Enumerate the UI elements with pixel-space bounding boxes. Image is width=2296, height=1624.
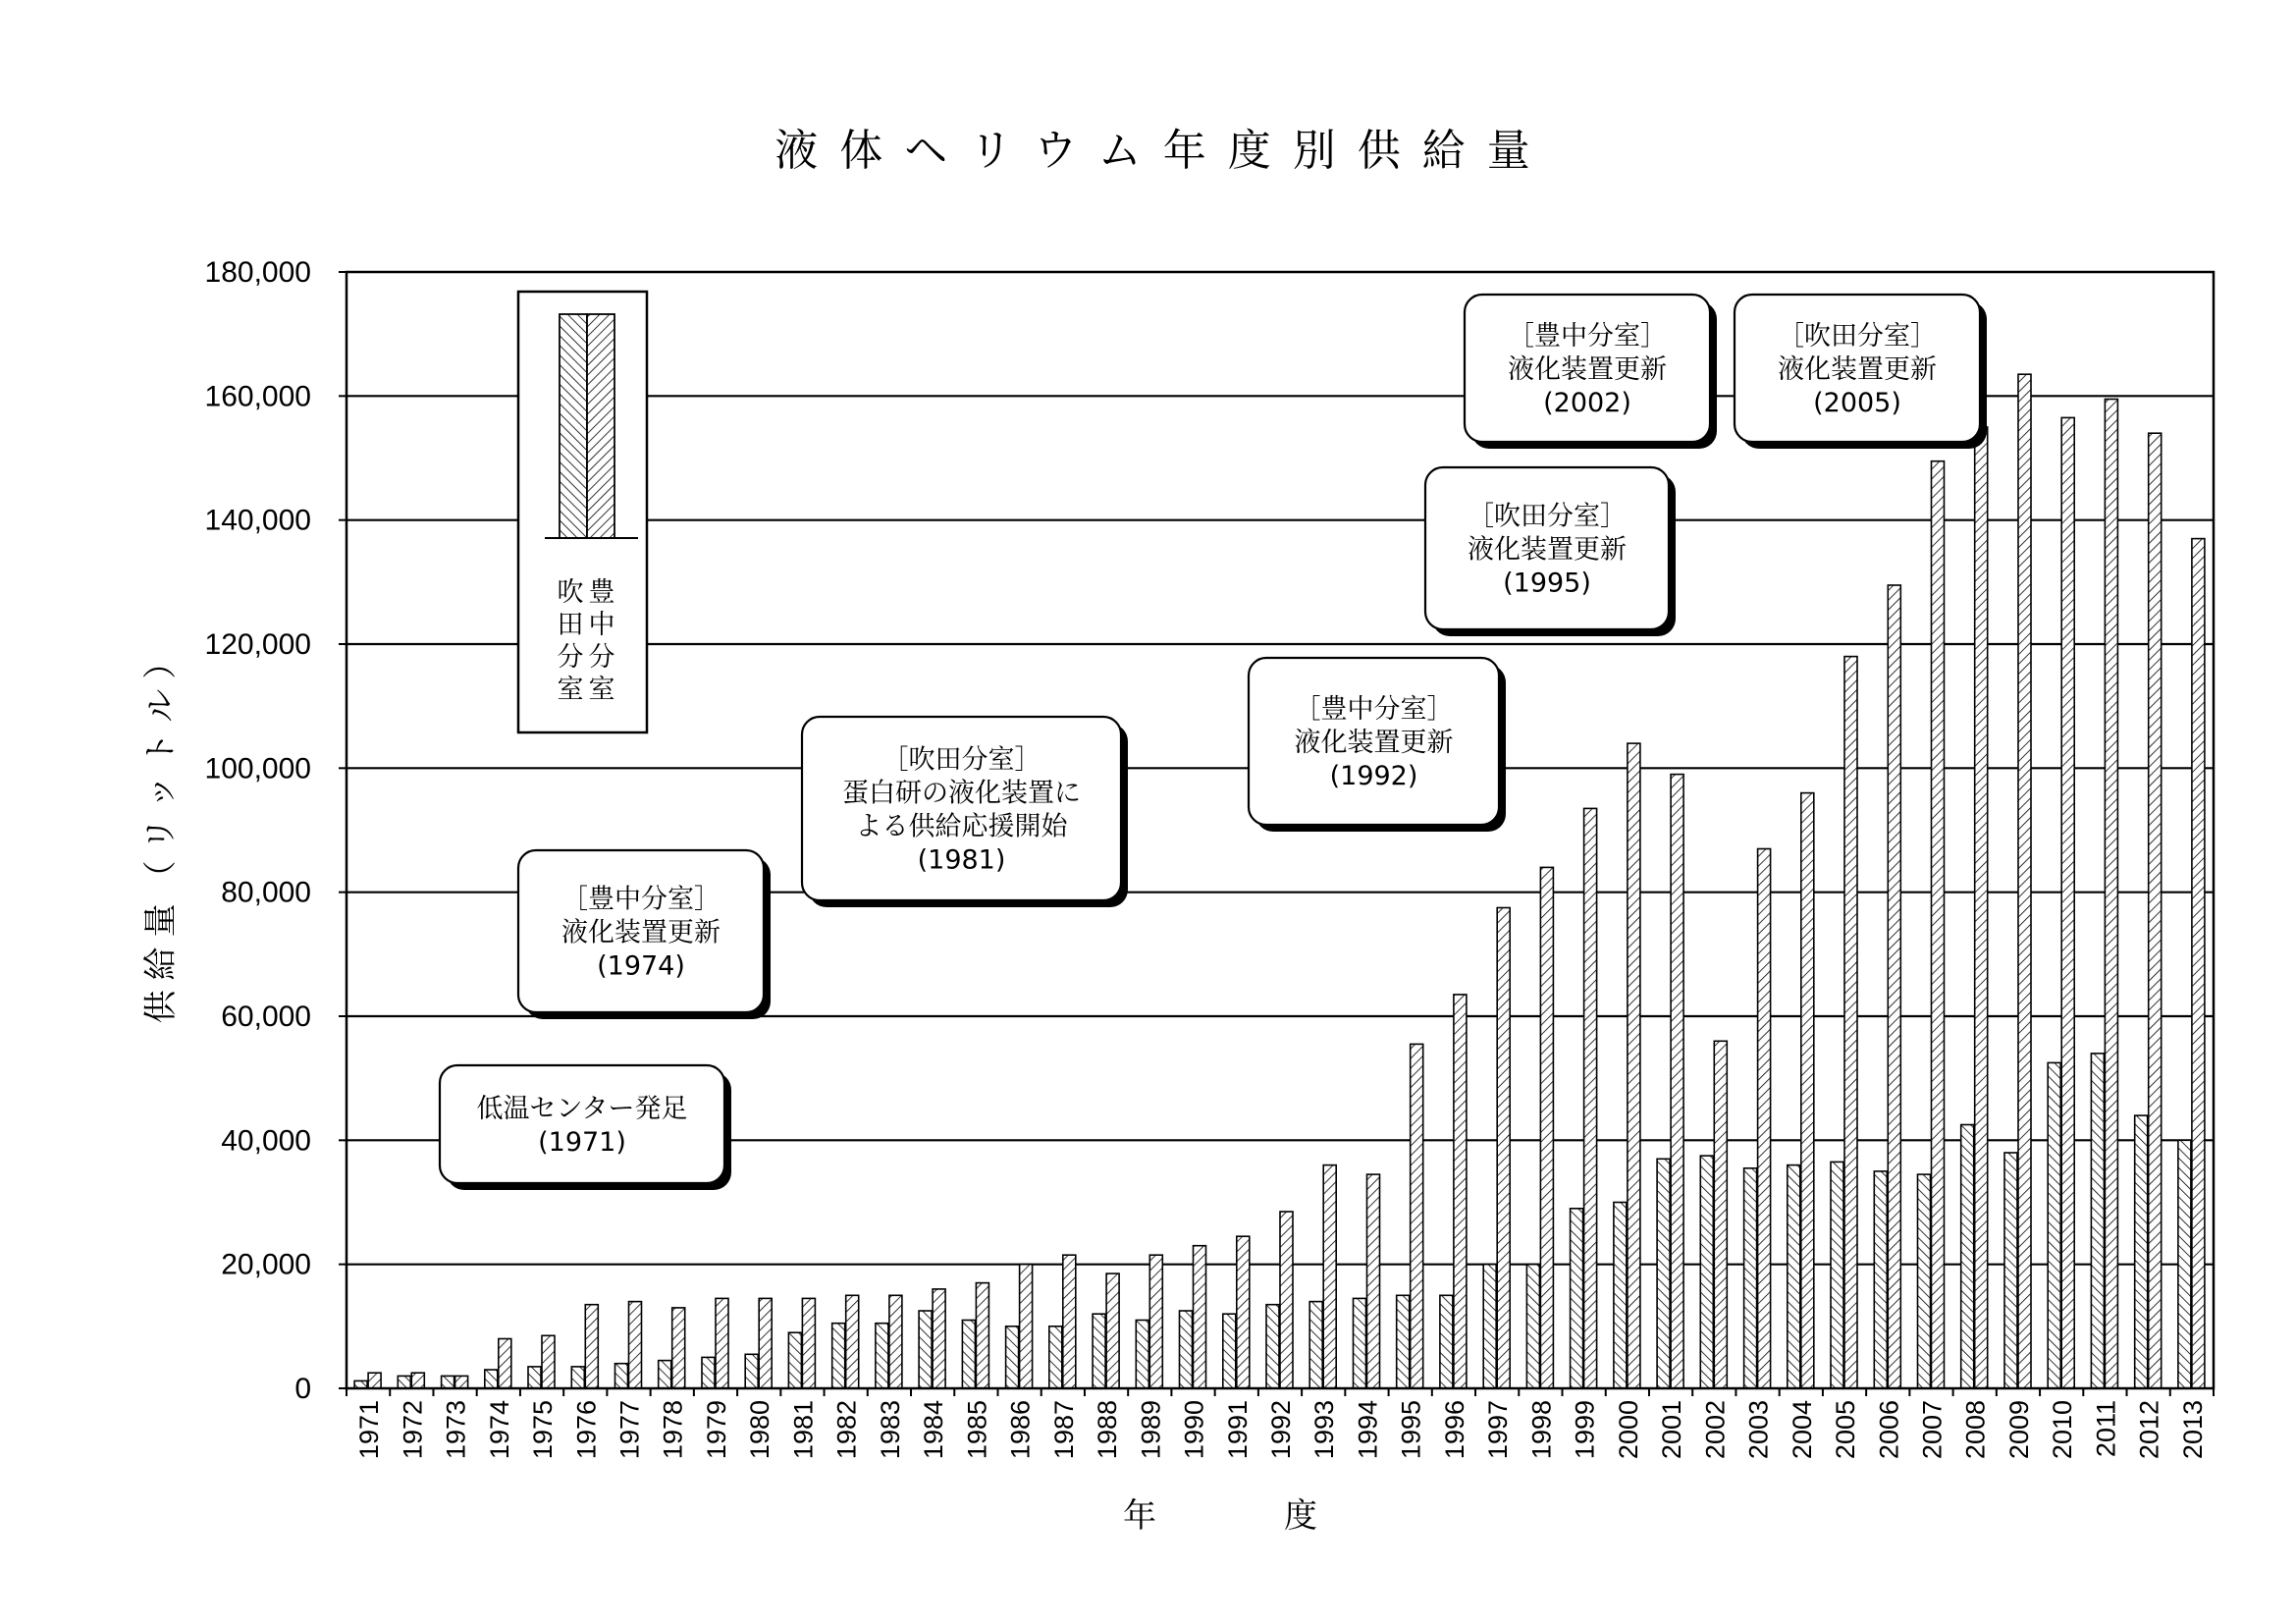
- x-tick-label: 1982: [831, 1400, 862, 1460]
- bar-吹田分室-2002: [1700, 1156, 1713, 1388]
- x-tick-label: 1986: [1005, 1400, 1036, 1460]
- x-tick-label: 1984: [919, 1400, 949, 1460]
- x-tick-label: 2010: [2048, 1400, 2078, 1460]
- bar-吹田分室-1984: [919, 1311, 932, 1388]
- annotation-text: 蛋白研の液化装置に: [842, 778, 1081, 809]
- x-tick-label: 1993: [1309, 1400, 1340, 1460]
- bar-豊中分室-1998: [1540, 867, 1553, 1388]
- x-tick-label: 1999: [1570, 1400, 1600, 1460]
- bar-吹田分室-1982: [832, 1324, 845, 1388]
- bar-豊中分室-1993: [1323, 1165, 1336, 1388]
- bar-吹田分室-2011: [2091, 1054, 2104, 1388]
- annotation-text: 液化装置更新: [561, 917, 721, 948]
- bar-豊中分室-1995: [1411, 1044, 1423, 1388]
- y-tick-label: 160,000: [204, 380, 311, 413]
- y-axis-ticks: [205, 256, 347, 1405]
- y-axis-label: 供給量（リットル）: [141, 635, 181, 1024]
- bar-豊中分室-2000: [1628, 743, 1640, 1388]
- annotation-text: (1995): [1503, 568, 1591, 599]
- x-tick-label: 1998: [1526, 1400, 1557, 1460]
- annotation-text: 液化装置更新: [1508, 354, 1667, 385]
- bar-吹田分室-2010: [2048, 1062, 2060, 1388]
- x-tick-label: 1971: [354, 1400, 385, 1460]
- bar-吹田分室-1981: [788, 1332, 801, 1388]
- bar-豊中分室-2005: [1844, 657, 1857, 1388]
- annotation-1981: [802, 717, 1128, 907]
- bar-豊中分室-1997: [1497, 908, 1510, 1389]
- bar-吹田分室-2013: [2178, 1140, 2191, 1388]
- x-tick-label: 1976: [571, 1400, 602, 1460]
- annotation-text: ［豊中分室］: [1508, 321, 1667, 352]
- bar-吹田分室-1983: [876, 1324, 888, 1388]
- annotation-text: (1981): [917, 844, 1006, 876]
- bar-吹田分室-1989: [1136, 1321, 1148, 1389]
- bar-豊中分室-1988: [1106, 1273, 1119, 1388]
- x-tick-label: 1985: [962, 1400, 992, 1460]
- x-tick-label: 1987: [1048, 1400, 1079, 1460]
- bar-豊中分室-1978: [672, 1308, 685, 1388]
- x-tick-label: 2009: [2004, 1400, 2034, 1460]
- bar-豊中分室-1986: [1020, 1265, 1033, 1388]
- x-tick-label: 1973: [441, 1400, 471, 1460]
- x-tick-label: 2005: [1831, 1400, 1860, 1460]
- bar-豊中分室-1992: [1280, 1212, 1293, 1388]
- y-tick-label: 120,000: [204, 628, 311, 661]
- annotation-text: (2005): [1813, 388, 1901, 418]
- bar-吹田分室-1990: [1180, 1311, 1193, 1388]
- x-tick-label: 1978: [658, 1400, 688, 1460]
- bar-豊中分室-1974: [499, 1339, 511, 1389]
- bar-豊中分室-2008: [1975, 427, 1988, 1388]
- annotation-1974: [518, 850, 771, 1019]
- annotation-1992: [1249, 658, 1506, 832]
- bar-吹田分室-2009: [2004, 1153, 2017, 1388]
- bar-吹田分室-1973: [442, 1376, 454, 1388]
- bar-豊中分室-2004: [1801, 793, 1814, 1388]
- bar-豊中分室-1999: [1584, 808, 1597, 1388]
- annotation-text: (2002): [1543, 388, 1631, 418]
- legend-label: 豊中分室: [583, 577, 614, 707]
- bar-豊中分室-1977: [629, 1302, 642, 1388]
- bar-吹田分室-1975: [528, 1367, 541, 1388]
- x-tick-label: 1989: [1136, 1400, 1166, 1460]
- bar-吹田分室-1986: [1006, 1326, 1019, 1388]
- bar-吹田分室-2008: [1961, 1125, 1974, 1389]
- x-tick-label: 1974: [484, 1400, 514, 1460]
- x-tick-label: 1988: [1093, 1400, 1123, 1460]
- bar-吹田分室-1979: [702, 1357, 715, 1388]
- bar-豊中分室-1994: [1367, 1174, 1380, 1388]
- x-tick-label: 1981: [788, 1400, 819, 1460]
- x-tick-label: 1977: [614, 1400, 645, 1460]
- annotation-text: ［吹田分室］: [881, 744, 1041, 776]
- bar-豊中分室-1996: [1454, 995, 1467, 1388]
- y-tick-label: 180,000: [204, 256, 311, 289]
- x-tick-label: 2004: [1787, 1400, 1817, 1460]
- y-tick-label: 40,000: [221, 1124, 311, 1158]
- bar-豊中分室-2006: [1888, 585, 1900, 1388]
- bar-豊中分室-1980: [759, 1298, 772, 1388]
- bar-豊中分室-1990: [1194, 1246, 1206, 1388]
- bar-吹田分室-1998: [1526, 1265, 1539, 1388]
- legend-swatch-suita: [560, 314, 587, 538]
- bar-吹田分室-1988: [1093, 1314, 1105, 1388]
- bar-吹田分室-1977: [615, 1364, 628, 1388]
- annotation-text: ［吹田分室］: [1778, 321, 1937, 352]
- bar-豊中分室-1985: [976, 1283, 988, 1388]
- y-tick-label: 60,000: [221, 1001, 311, 1033]
- bar-豊中分室-1973: [455, 1376, 468, 1388]
- x-tick-label: 1991: [1222, 1400, 1253, 1460]
- bar-豊中分室-2001: [1671, 775, 1683, 1388]
- annotation-text: ［吹田分室］: [1468, 501, 1627, 532]
- annotation-text: ［豊中分室］: [1294, 694, 1454, 725]
- bar-吹田分室-1999: [1571, 1209, 1583, 1388]
- annotation-text: ［豊中分室］: [561, 884, 721, 915]
- bar-豊中分室-2003: [1758, 849, 1771, 1389]
- annotation-box: [440, 1065, 724, 1183]
- bar-豊中分室-1979: [716, 1298, 728, 1388]
- bar-豊中分室-1976: [585, 1305, 598, 1388]
- x-axis-ticks: [347, 1388, 2214, 1459]
- annotation-text: (1974): [597, 950, 685, 982]
- bar-吹田分室-1976: [571, 1367, 584, 1388]
- annotation-2002: [1465, 295, 1717, 449]
- bar-豊中分室-1984: [933, 1289, 945, 1388]
- x-tick-label: 2003: [1743, 1400, 1774, 1460]
- bar-豊中分室-2009: [2018, 374, 2031, 1388]
- annotations: [440, 295, 1987, 1190]
- bar-豊中分室-1989: [1149, 1255, 1162, 1388]
- bar-吹田分室-2000: [1614, 1203, 1627, 1389]
- bar-吹田分室-1987: [1049, 1326, 1062, 1388]
- bar-吹田分室-1992: [1266, 1305, 1279, 1388]
- bar-吹田分室-1974: [485, 1370, 498, 1388]
- bar-吹田分室-2001: [1657, 1159, 1670, 1388]
- annotation-text: 液化装置更新: [1294, 728, 1454, 758]
- annotation-text: (1992): [1329, 761, 1418, 791]
- bar-吹田分室-1994: [1354, 1298, 1366, 1388]
- bar-豊中分室-1983: [889, 1295, 902, 1388]
- x-tick-label: 2011: [2091, 1400, 2121, 1458]
- chart-title: 液体ヘリウム年度別供給量: [774, 126, 1552, 176]
- bar-吹田分室-1995: [1397, 1295, 1410, 1388]
- bar-吹田分室-1985: [962, 1321, 975, 1389]
- bar-豊中分室-1972: [411, 1373, 424, 1388]
- bar-吹田分室-1997: [1483, 1265, 1496, 1388]
- y-tick-label: 100,000: [204, 752, 311, 785]
- bar-吹田分室-2007: [1918, 1174, 1931, 1388]
- bar-豊中分室-2010: [2061, 417, 2074, 1388]
- annotation-text: 液化装置更新: [1778, 354, 1937, 385]
- bar-吹田分室-2012: [2135, 1115, 2148, 1388]
- x-tick-label: 2013: [2177, 1400, 2208, 1460]
- x-tick-label: 2006: [1874, 1400, 1904, 1460]
- annotation-text: (1971): [538, 1127, 626, 1158]
- x-tick-label: 1975: [528, 1400, 558, 1460]
- x-axis-label: 年度: [1123, 1496, 1445, 1536]
- x-tick-label: 2012: [2134, 1400, 2164, 1460]
- bar-吹田分室-2003: [1744, 1168, 1757, 1388]
- annotation-text: よる供給応援開始: [855, 811, 1068, 842]
- bar-豊中分室-2013: [2192, 539, 2205, 1388]
- x-tick-label: 1983: [875, 1400, 905, 1460]
- bar-豊中分室-1987: [1063, 1255, 1076, 1388]
- x-tick-label: 1992: [1266, 1400, 1296, 1460]
- x-tick-label: 1995: [1396, 1400, 1426, 1460]
- x-tick-label: 1979: [702, 1400, 731, 1460]
- bar-吹田分室-2006: [1874, 1171, 1887, 1388]
- x-tick-label: 2001: [1657, 1400, 1687, 1460]
- x-tick-label: 1994: [1353, 1400, 1383, 1460]
- legend-swatch-toyonaka: [587, 314, 614, 538]
- bar-吹田分室-1993: [1309, 1302, 1322, 1388]
- x-tick-label: 2000: [1613, 1400, 1643, 1460]
- legend-label: 吹田分室: [552, 577, 583, 707]
- bar-吹田分室-2004: [1788, 1165, 1800, 1388]
- x-tick-label: 2002: [1700, 1400, 1731, 1460]
- bar-吹田分室-1996: [1440, 1295, 1453, 1388]
- bar-豊中分室-1981: [802, 1298, 815, 1388]
- x-tick-label: 2007: [1917, 1400, 1948, 1460]
- y-tick-label: 140,000: [204, 504, 311, 537]
- bar-吹田分室-1978: [659, 1361, 671, 1388]
- x-tick-label: 2008: [1960, 1400, 1991, 1460]
- x-tick-label: 1996: [1439, 1400, 1469, 1460]
- bar-豊中分室-2002: [1714, 1041, 1727, 1388]
- bar-豊中分室-2011: [2105, 400, 2117, 1389]
- bar-豊中分室-1971: [368, 1373, 381, 1388]
- bar-吹田分室-1972: [398, 1376, 410, 1388]
- bar-吹田分室-2005: [1831, 1162, 1843, 1388]
- annotation-1995: [1425, 467, 1676, 636]
- annotation-text: 液化装置更新: [1468, 534, 1627, 566]
- x-tick-label: 1997: [1483, 1400, 1514, 1460]
- bar-豊中分室-1991: [1237, 1236, 1250, 1388]
- x-tick-label: 1980: [745, 1400, 775, 1460]
- annotation-2005: [1735, 295, 1987, 449]
- y-tick-label: 80,000: [221, 876, 311, 909]
- annotation-text: 低温センター発足: [476, 1094, 688, 1124]
- bar-吹田分室-1991: [1223, 1314, 1236, 1388]
- y-tick-label: 0: [294, 1373, 311, 1405]
- legend: [518, 292, 647, 732]
- bar-豊中分室-1982: [846, 1295, 859, 1388]
- y-tick-label: 20,000: [221, 1248, 311, 1281]
- bar-吹田分室-1980: [745, 1354, 758, 1388]
- bar-豊中分室-2007: [1932, 461, 1945, 1388]
- bar-豊中分室-2012: [2149, 433, 2162, 1388]
- annotation-1971: [440, 1065, 731, 1190]
- bar-豊中分室-1975: [542, 1335, 555, 1388]
- x-tick-label: 1972: [398, 1400, 428, 1460]
- x-tick-label: 1990: [1179, 1400, 1209, 1460]
